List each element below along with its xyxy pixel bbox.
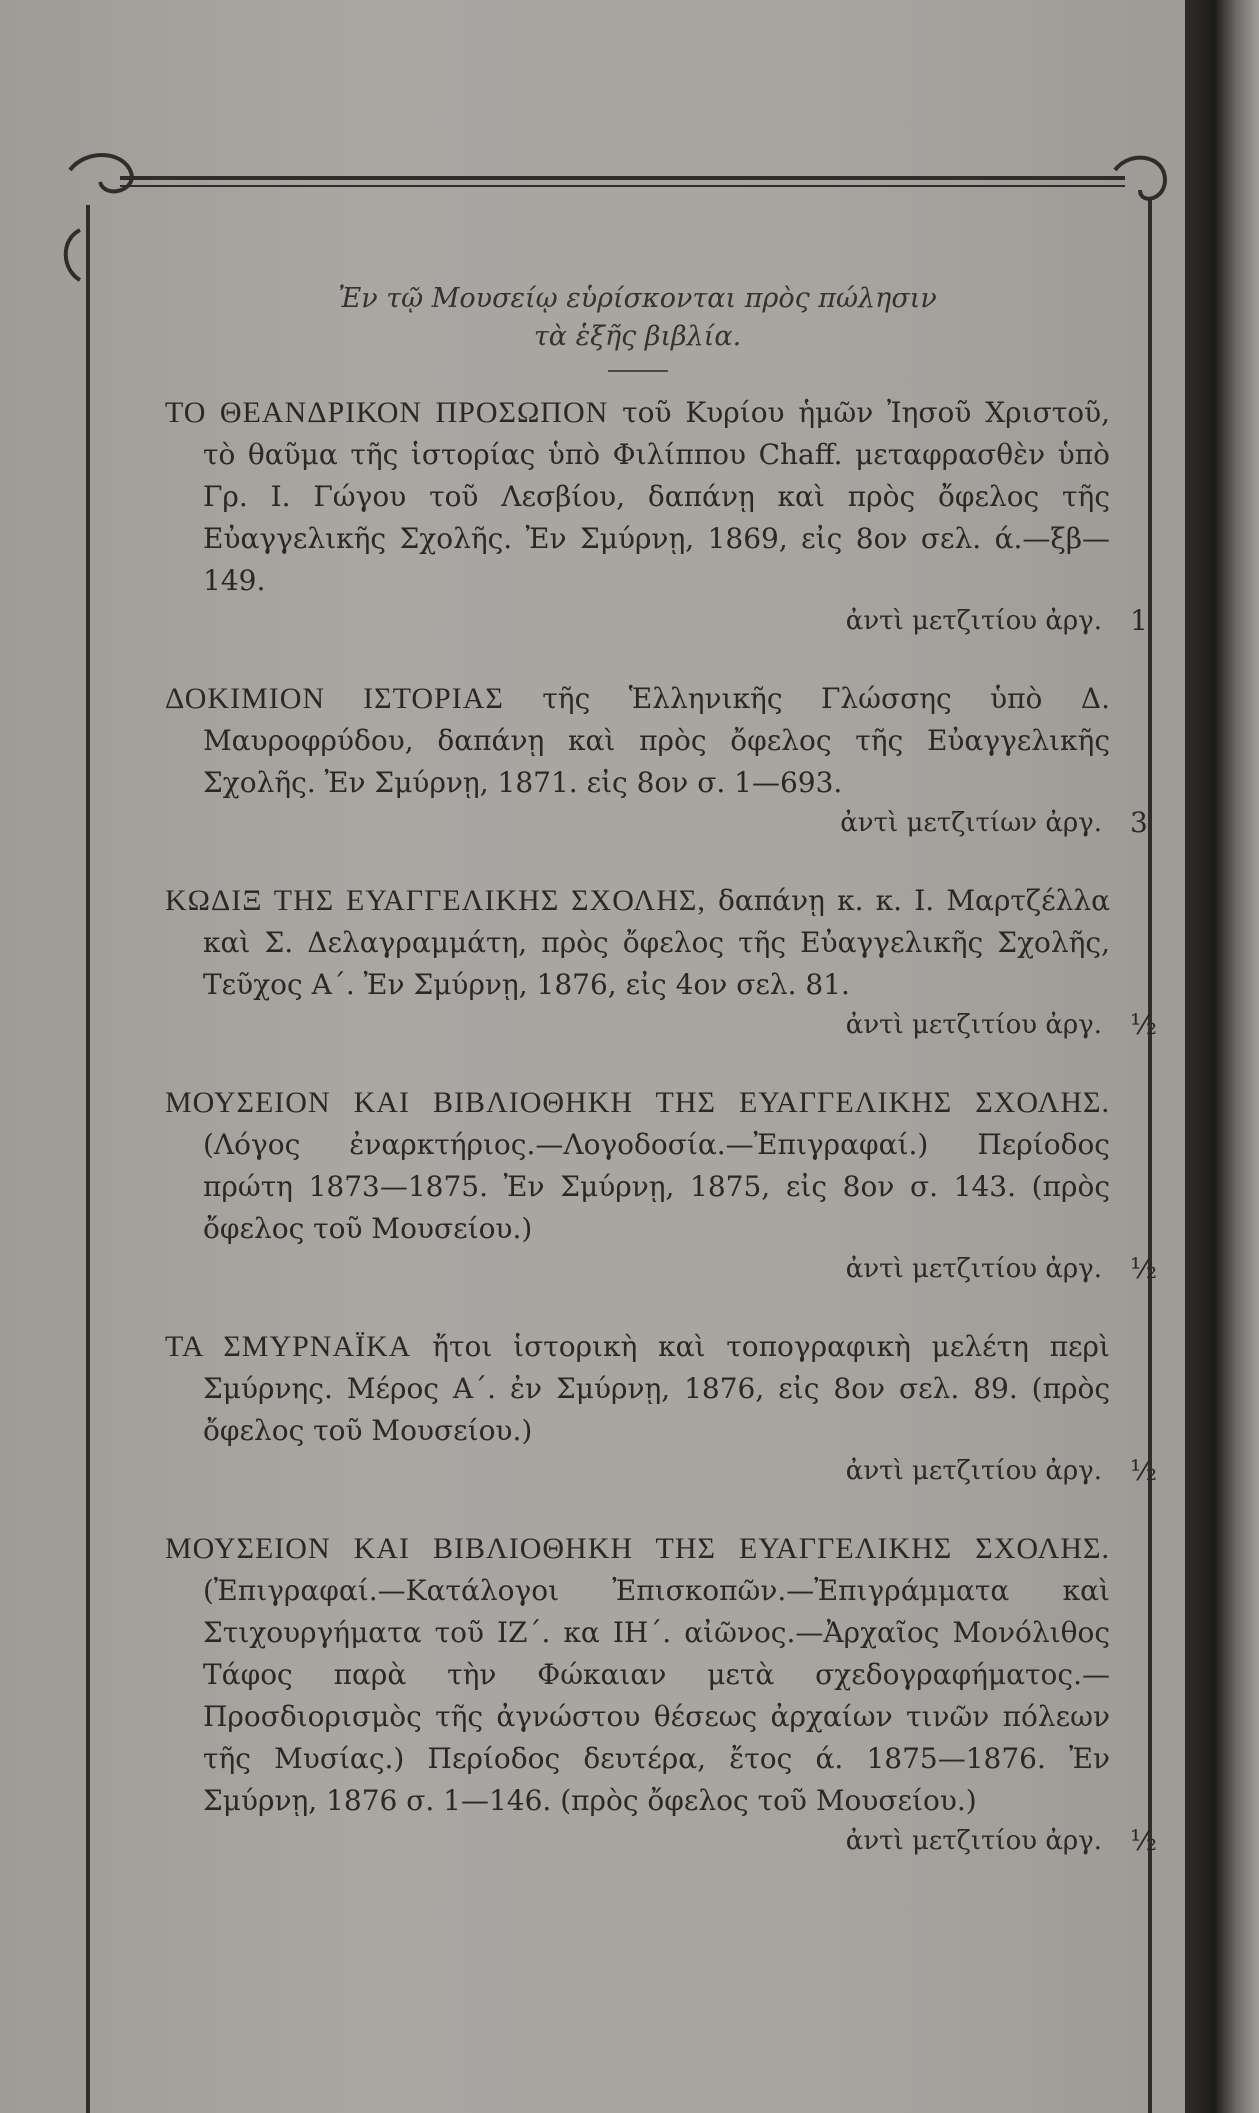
book-description: τοῦ Κυρίου ἡμῶν Ἰησοῦ Χριστοῦ, τὸ θαῦμα τῆς ἱστορίας ὑπὸ Φιλίππου Chaff. μεταφρασθὲν ὑπὸ Γρ. Ι. Γώγου τοῦ Λεσβίου, δαπάνῃ καὶ πρὸς ὄφελος τῆς Εὐαγγελικῆς Σχολῆς. Ἐν Σμύρνῃ, 1869, εἰς 8ον σελ. ά.—ξβ—149. <box>203 396 1110 597</box>
book-description: τῆς Ἑλληνικῆς Γλώσσης ὑπὸ Δ. Μαυροφρύδου, δαπάνῃ καὶ πρὸς ὄφελος τῆς Εὐαγγελικῆς Σχολῆς. Ἐν Σμύρνῃ, 1871. εἰς 8ον σ. 1—693. <box>203 682 1111 799</box>
book-entry <box>165 678 1148 842</box>
header-line-2: τὰ ἑξῆς βιβλία. <box>533 321 742 352</box>
book-title: ΜΟΥΣΕΙΟΝ ΚΑΙ ΒΙΒΛΙΟΘΗΚΗ ΤΗΣ ΕΥΑΓΓΕΛΙΚΗΣ ΣΧΟΛΗΣ. <box>165 1086 1110 1119</box>
header-divider <box>608 370 668 372</box>
book-entry <box>165 1528 1158 1860</box>
book-entry <box>165 392 1148 640</box>
book-entry <box>165 880 1158 1044</box>
price-value: 1 <box>1130 604 1148 637</box>
book-title: ΚΩΔΙΞ ΤΗΣ ΕΥΑΓΓΕΛΙΚΗΣ ΣΧΟΛΗΣ, <box>165 884 706 917</box>
price-label: ἀντὶ μετζιτίου ἀργ. <box>845 1010 1102 1040</box>
book-list <box>165 280 1158 1898</box>
header-line-1: Ἐν τῷ Μουσείῳ εὑρίσκονται πρὸς πώλησιν <box>338 283 937 314</box>
book-spine <box>1185 0 1259 2113</box>
page-header <box>165 280 1110 356</box>
book-description: δαπάνῃ κ. κ. Ι. Μαρτζέλλα καὶ Σ. Δελαγραμμάτη, πρὸς ὄφελος τῆς Εὐαγγελικῆς Σχολῆς, Τεῦχος Α΄. Ἐν Σμύρνῃ, 1876, εἰς 4ον σελ. 81. <box>203 884 1111 1001</box>
price-label: ἀντὶ μετζιτίου ἀργ. <box>845 1826 1102 1856</box>
book-title: ΤΑ ΣΜΥΡΝΑΪΚΑ <box>165 1330 412 1363</box>
book-entry <box>165 1082 1158 1288</box>
price-value: ½ <box>1130 1252 1158 1285</box>
price-value: 3 <box>1130 806 1148 839</box>
book-description: (Λόγος ἐναρκτήριος.—Λογοδοσία.—Ἐπιγραφαί.) Περίοδος πρώτη 1873—1875. Ἐν Σμύρνῃ, 1875, εἰς 8ον σ. 143. (πρὸς ὄφελος τοῦ Μουσείου.) <box>203 1128 1110 1245</box>
price-label: ἀντὶ μετζιτίου ἀργ. <box>845 1254 1102 1284</box>
book-description: (Ἐπιγραφαί.—Κατάλογοι Ἐπισκοπῶν.—Ἐπιγράμματα καὶ Στιχουργήματα τοῦ ΙΖ΄. κα ΙΗ΄. αἰῶνος.—Ἀρχαῖος Μονόλιθος Τάφος παρὰ τὴν Φώκαιαν μετὰ σχεδογραφήματος.—Προσδιορισμὸς τῆς ἀγνώστου θέσεως ἀρχαίων τινῶν πόλεων τῆς Μυσίας.) Περίοδος δευτέρα, ἔτος ά. 1875—1876. Ἐν Σμύρνῃ, 1876 σ. 1—146. (πρὸς ὄφελος τοῦ Μουσείου.) <box>203 1574 1110 1817</box>
book-entry <box>165 1326 1158 1490</box>
book-title: ΜΟΥΣΕΙΟΝ ΚΑΙ ΒΙΒΛΙΟΘΗΚΗ ΤΗΣ ΕΥΑΓΓΕΛΙΚΗΣ ΣΧΟΛΗΣ. <box>165 1532 1110 1565</box>
book-title: ΔΟΚΙΜΙΟΝ ΙΣΤΟΡΙΑΣ <box>165 682 504 715</box>
price-label: ἀντὶ μετζιτίου ἀργ. <box>845 606 1102 636</box>
price-label: ἀντὶ μετζιτίου ἀργ. <box>845 1456 1102 1486</box>
price-label: ἀντὶ μετζιτίων ἀργ. <box>840 808 1102 838</box>
book-description: ἤτοι ἱστορικὴ καὶ τοπογραφικὴ μελέτη περὶ Σμύρνης. Μέρος Α΄. ἐν Σμύρνῃ, 1876, εἰς 8ον σελ. 89. (πρὸς ὄφελος τοῦ Μουσείου.) <box>203 1330 1110 1447</box>
price-value: ½ <box>1130 1454 1158 1487</box>
price-value: ½ <box>1130 1008 1158 1041</box>
book-title: ΤΟ ΘΕΑΝΔΡΙΚΟΝ ΠΡΟΣΩΠΟΝ <box>165 396 609 429</box>
price-value: ½ <box>1130 1824 1158 1857</box>
